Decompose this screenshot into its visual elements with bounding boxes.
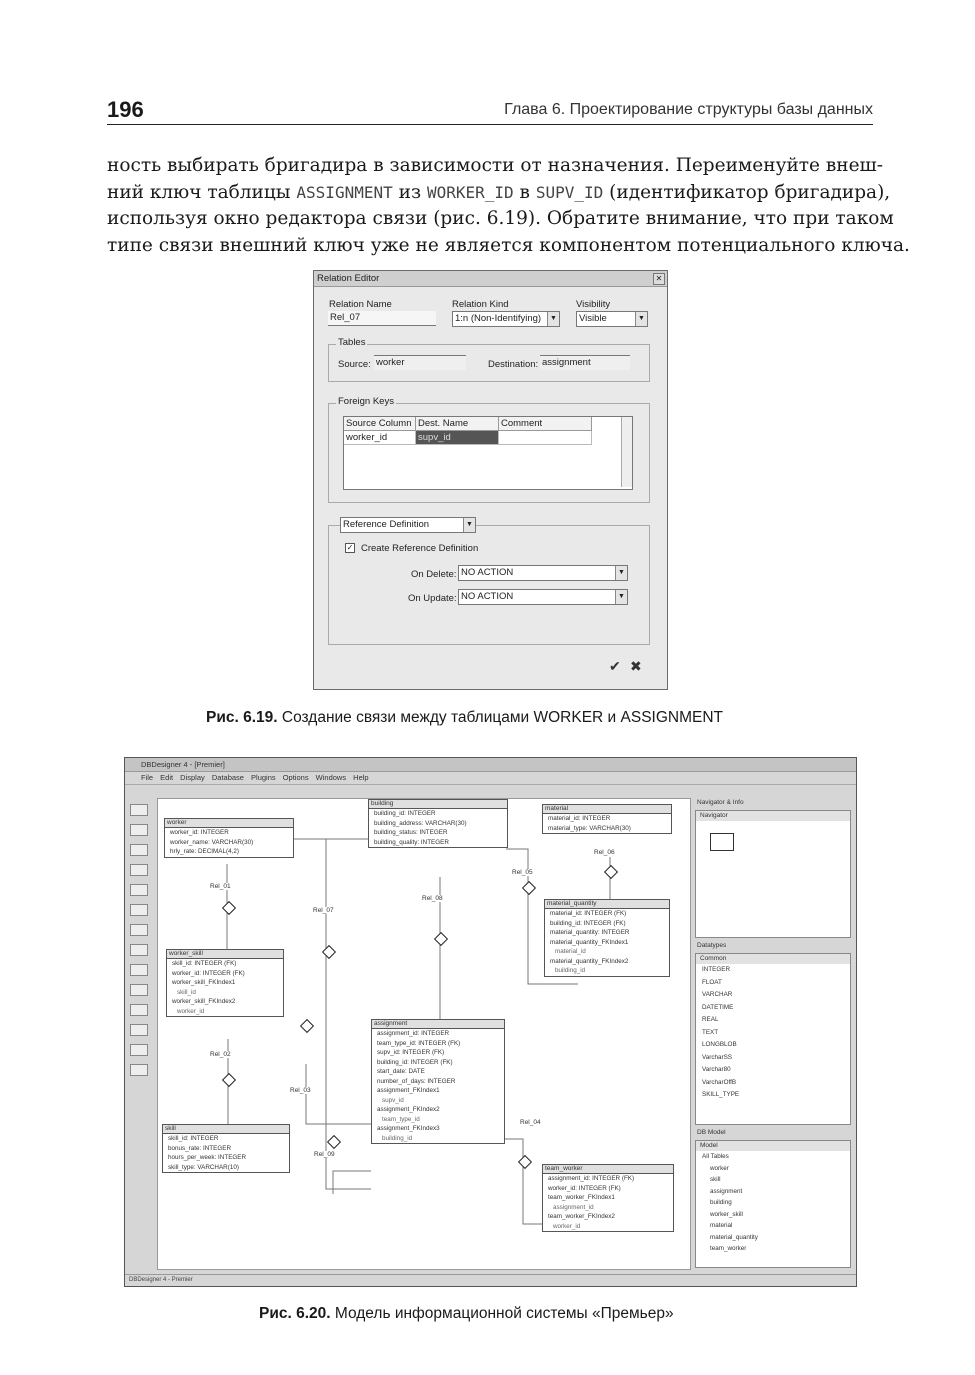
foreign-keys-grid[interactable] — [343, 416, 633, 490]
relation-label: Rel_02 — [210, 1051, 231, 1058]
datatype-item[interactable]: DATETIME — [702, 1003, 734, 1011]
window-title: DBDesigner 4 - [Premier] — [125, 758, 856, 772]
on-delete-select[interactable]: NO ACTION ▼ — [458, 565, 628, 581]
paragraph-line-4: типе связи внешний ключ уже не является компонентом потенциального ключа. — [107, 234, 910, 256]
body-paragraph — [107, 153, 910, 259]
relation-label: Rel_08 — [422, 895, 443, 902]
relation-kind-select[interactable]: 1:n (Non-Identifying) ▼ — [452, 311, 560, 327]
ok-check-icon[interactable]: ✔ — [609, 658, 621, 674]
tables-group-label: Tables — [338, 337, 366, 348]
datatype-item[interactable]: INTEGER — [702, 966, 730, 973]
relation-label: Rel_09 — [314, 1151, 335, 1158]
table-team-worker[interactable]: team_worker assignment_id: INTEGER (FK) worker_id: INTEGER (FK) team_worker_FKIndex1 assignment_id team_worker_FKIndex2 worker_id — [542, 1164, 674, 1232]
fk-cell-source[interactable]: worker_id — [344, 431, 416, 445]
left-toolbar — [127, 798, 151, 1273]
tool-rel-nm[interactable] — [130, 964, 148, 976]
tool-sql[interactable] — [130, 1064, 148, 1076]
tool-rel-nonid[interactable] — [130, 984, 148, 996]
relation-name-label: Relation Name — [329, 299, 392, 310]
chevron-down-icon: ▼ — [635, 312, 647, 326]
fk-cell-comment[interactable] — [499, 431, 592, 445]
tool-note[interactable] — [130, 1004, 148, 1016]
relation-label: Rel_05 — [512, 869, 533, 876]
model-canvas[interactable] — [157, 798, 691, 1270]
fk-col-dest[interactable]: Dest. Name — [416, 417, 499, 431]
tool-rel-1n[interactable] — [130, 924, 148, 936]
model-root[interactable]: All Tables — [702, 1153, 729, 1160]
relation-label: Rel_07 — [313, 907, 334, 914]
datatype-item[interactable]: Varchar80 — [702, 1066, 731, 1073]
on-delete-label: On Delete: — [411, 569, 457, 580]
model-table-item[interactable]: assignment — [710, 1187, 743, 1195]
table-skill[interactable]: skill skill_id: INTEGER bonus_rate: INTEGER hours_per_week: INTEGER skill_type: VARCHAR(10) — [162, 1124, 290, 1173]
relation-name-input[interactable]: Rel_07 — [328, 311, 436, 326]
table-assignment[interactable]: assignment assignment_id: INTEGER team_type_id: INTEGER (FK) supv_id: INTEGER (FK) building_id: INTEGER (FK) start_date: DATE number_of_days: INTEGER assignment_FKIndex1 supv_id assignment_FKIndex2 team_type_id assignment_FKIndex3 building_id — [371, 1019, 505, 1144]
on-update-label: On Update: — [408, 593, 457, 604]
model-table-item[interactable]: material_quantity — [710, 1233, 758, 1241]
fk-cell-dest[interactable]: supv_id — [416, 431, 499, 445]
dialog-title: Relation Editor — [314, 271, 667, 287]
model-table-item[interactable]: building — [710, 1199, 732, 1206]
navigator-title: Navigator & Info — [697, 799, 744, 806]
source-label: Source: — [338, 359, 371, 370]
relation-label: Rel_03 — [290, 1087, 311, 1094]
tool-pointer[interactable] — [130, 804, 148, 816]
relation-label: Rel_04 — [520, 1119, 541, 1126]
code-worker-id: WORKER_ID — [426, 182, 514, 202]
datatypes-title: Datatypes — [697, 942, 727, 949]
datatype-item[interactable]: TEXT — [702, 1028, 719, 1036]
tool-move[interactable] — [130, 824, 148, 836]
visibility-label: Visibility — [576, 299, 611, 310]
chevron-down-icon: ▼ — [615, 590, 627, 604]
tool-view[interactable] — [130, 884, 148, 896]
datatype-item[interactable]: VARCHAR — [702, 991, 733, 998]
status-bar: DBDesigner 4 - Premier — [125, 1274, 857, 1286]
relation-label: Rel_01 — [210, 883, 231, 890]
tool-zoom[interactable] — [130, 904, 148, 916]
datatypes-panel[interactable] — [695, 953, 851, 1125]
fk-col-source[interactable]: Source Column — [344, 417, 416, 431]
db-model-panel[interactable] — [695, 1140, 851, 1268]
cancel-x-icon[interactable]: ✖ — [630, 658, 642, 674]
datatype-item[interactable]: LONGBLOB — [702, 1041, 737, 1048]
model-table-item[interactable]: worker — [710, 1164, 729, 1172]
table-material[interactable]: material material_id: INTEGER material_type: VARCHAR(30) — [542, 804, 672, 834]
figure-caption-6-19: Рис. 6.19. Создание связи между таблицами WORKER и ASSIGNMENT — [206, 709, 724, 726]
datatype-item[interactable]: REAL — [702, 1016, 719, 1023]
relation-editor-dialog — [313, 270, 668, 690]
destination-field[interactable]: assignment — [540, 355, 630, 370]
db-model-title: DB Model — [697, 1129, 726, 1136]
navigator-viewport[interactable] — [710, 833, 734, 851]
figure-caption-6-20: Рис. 6.20. Модель информационной системы «Премьер» — [259, 1305, 674, 1322]
tool-select[interactable] — [130, 844, 148, 856]
fk-col-comment[interactable]: Comment — [499, 417, 592, 431]
chevron-down-icon: ▼ — [547, 312, 559, 326]
visibility-select[interactable]: Visible ▼ — [576, 311, 648, 327]
paragraph-line-1: ность выбирать бригадира в зависимости от назначения. Переименуйте внеш- — [107, 155, 884, 176]
header-rule — [107, 124, 873, 125]
dbdesigner-window — [124, 757, 857, 1287]
destination-label: Destination: — [488, 359, 539, 370]
create-ref-checkbox[interactable]: ✓ — [346, 543, 354, 552]
model-table-item[interactable]: team_worker — [710, 1245, 747, 1252]
code-assignment: ASSIGNMENT — [296, 182, 393, 202]
paragraph-line-3: используя окно редактора связи (рис. 6.19). Обратите внимание, что при таком — [107, 208, 894, 229]
paragraph-line-2: ний ключ таблицы ASSIGNMENT из WORKER_ID в SUPV_ID (идентификатор бригадира), — [107, 181, 891, 203]
table-building[interactable]: building building_id: INTEGER building_address: VARCHAR(30) building_status: INTEGER building_quality: INTEGER — [368, 799, 508, 848]
table-worker-skill[interactable]: worker_skill skill_id: INTEGER (FK) worker_id: INTEGER (FK) worker_skill_FKIndex1 skill_id worker_skill_FKIndex2 worker_id — [166, 949, 284, 1017]
navigator-tab[interactable]: Navigator — [696, 811, 850, 821]
model-table-item[interactable]: worker_skill — [710, 1210, 743, 1218]
menu-bar[interactable]: File Edit Display Database Plugins Options Windows Help — [125, 772, 856, 785]
tool-image[interactable] — [130, 1024, 148, 1036]
tool-table[interactable] — [130, 864, 148, 876]
datatype-item[interactable]: VarcharSS — [702, 1053, 732, 1061]
datatype-item[interactable]: FLOAT — [702, 978, 722, 986]
tool-rel-11[interactable] — [130, 944, 148, 956]
on-update-select[interactable]: NO ACTION ▼ — [458, 589, 628, 605]
db-model-tab[interactable]: Model — [696, 1141, 850, 1151]
relation-label: Rel_06 — [594, 849, 615, 856]
datatype-item[interactable]: SKILL_TYPE — [702, 1091, 740, 1098]
source-field[interactable]: worker — [374, 355, 466, 370]
model-table-item[interactable]: skill — [710, 1176, 721, 1183]
table-worker[interactable]: worker worker_id: INTEGER worker_name: VARCHAR(30) hrly_rate: DECIMAL(4,2) — [164, 818, 294, 858]
chevron-down-icon: ▼ — [615, 566, 627, 580]
reference-definition-select[interactable]: Reference Definition ▼ — [340, 517, 476, 533]
tool-region[interactable] — [130, 1044, 148, 1056]
grid-scrollbar[interactable] — [621, 417, 632, 487]
relation-kind-label: Relation Kind — [452, 299, 509, 310]
create-ref-label: Create Reference Definition — [361, 543, 479, 554]
code-supv-id: SUPV_ID — [535, 182, 604, 202]
chapter-title: Глава 6. Проектирование структуры базы данных — [504, 101, 873, 118]
navigator-panel[interactable] — [695, 810, 851, 938]
page-number: 196 — [107, 97, 144, 122]
close-icon[interactable]: ✕ — [653, 273, 665, 285]
foreign-keys-label: Foreign Keys — [338, 396, 394, 407]
chevron-down-icon: ▼ — [463, 518, 475, 532]
model-table-item[interactable]: material — [710, 1222, 733, 1229]
datatype-item[interactable]: VarcharOffB — [702, 1078, 737, 1086]
datatypes-tab[interactable]: Common — [696, 954, 850, 964]
right-side-panels — [695, 798, 853, 1268]
table-material-quantity[interactable]: material_quantity material_id: INTEGER (FK) building_id: INTEGER (FK) material_quantity: INTEGER material_quantity_FKIndex1 material_id material_quantity_FKIndex2 building_id — [544, 899, 670, 977]
